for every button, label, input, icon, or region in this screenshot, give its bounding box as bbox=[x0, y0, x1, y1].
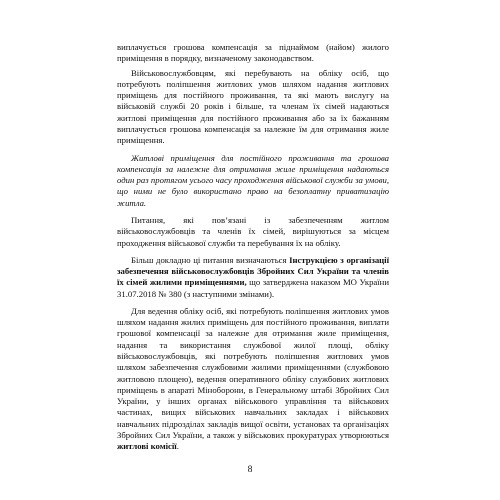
text-run: Питання, які пов’язані із забезпеченням житлом військовослужбовців та членів їх сімей, вирішуються за місцем проходження військової служби та перебування їх на обліку. bbox=[117, 214, 389, 248]
paragraph-5 bbox=[117, 255, 389, 300]
page-number: 8 bbox=[247, 464, 253, 475]
text-run: виплачується грошова компенсація за піднаймом (найом) жилого приміщення в порядку, визначеному законодавством. bbox=[117, 42, 389, 64]
body-text bbox=[117, 42, 389, 453]
text-run: . bbox=[176, 441, 179, 452]
text-run: Військовослужбовцям, які перебувають на обліку осіб, що потребують поліпшення житлових умов шляхом надання житлових приміщень для постійного проживання, та які мають вислугу на військовій службі 20 років і більше, та членам їх сімей надаються житлові приміщення для постійного проживання або за їх бажанням виплачується грошова компенсація за належне їм для отримання жиле приміщення. bbox=[117, 67, 389, 146]
paragraph-2 bbox=[117, 68, 389, 147]
text-run-bold: Інструкцією з організації забезпечення військовослужбовців Збройних Сил України та членів їх сімей жилими приміщеннями, bbox=[117, 254, 389, 288]
paragraph-3 bbox=[117, 153, 389, 209]
paragraph-4 bbox=[117, 215, 389, 249]
text-run: Житлові приміщення для постійного проживання та грошова компенсація за належне для отримання жиле приміщення надаються один раз протягом усього часу проходження військової служби за умови, що ними не було використано право на безоплатну приватизацію житла. bbox=[117, 152, 389, 208]
paragraph-6 bbox=[117, 306, 389, 453]
text-run-bold: житлові комісії bbox=[117, 441, 177, 452]
paragraph-1 bbox=[117, 42, 389, 65]
text-run: Більш докладно ці питання визначаються bbox=[131, 254, 290, 265]
text-run: що затверджена наказом МО України 31.07.2018 № 380 (з наступними змінами). bbox=[117, 277, 389, 299]
text-run: Для ведення обліку осіб, які потребують поліпшення житлових умов шляхом надання жилих приміщень для постійного проживання, виплати грошової компенсації за належне для отримання жиле приміщення, надання та використання службової жилої площі, обліку військовослужбовців, які потребують поліпшення житлових умов шляхом забезпечення службовими жилими приміщеннями (службовою житловою площею), ведення оперативного обліку службових житлових приміщень в апараті Міноборони, в Генеральному штабі Збройних Сил України, у інших органах військового управління та військових частинах, вищих військових навчальних закладах і військових навчальних підрозділах закладів вищої освіти, установах та організаціях Збройних Сил України, а також у військових прокуратурах утворюються bbox=[117, 305, 389, 440]
